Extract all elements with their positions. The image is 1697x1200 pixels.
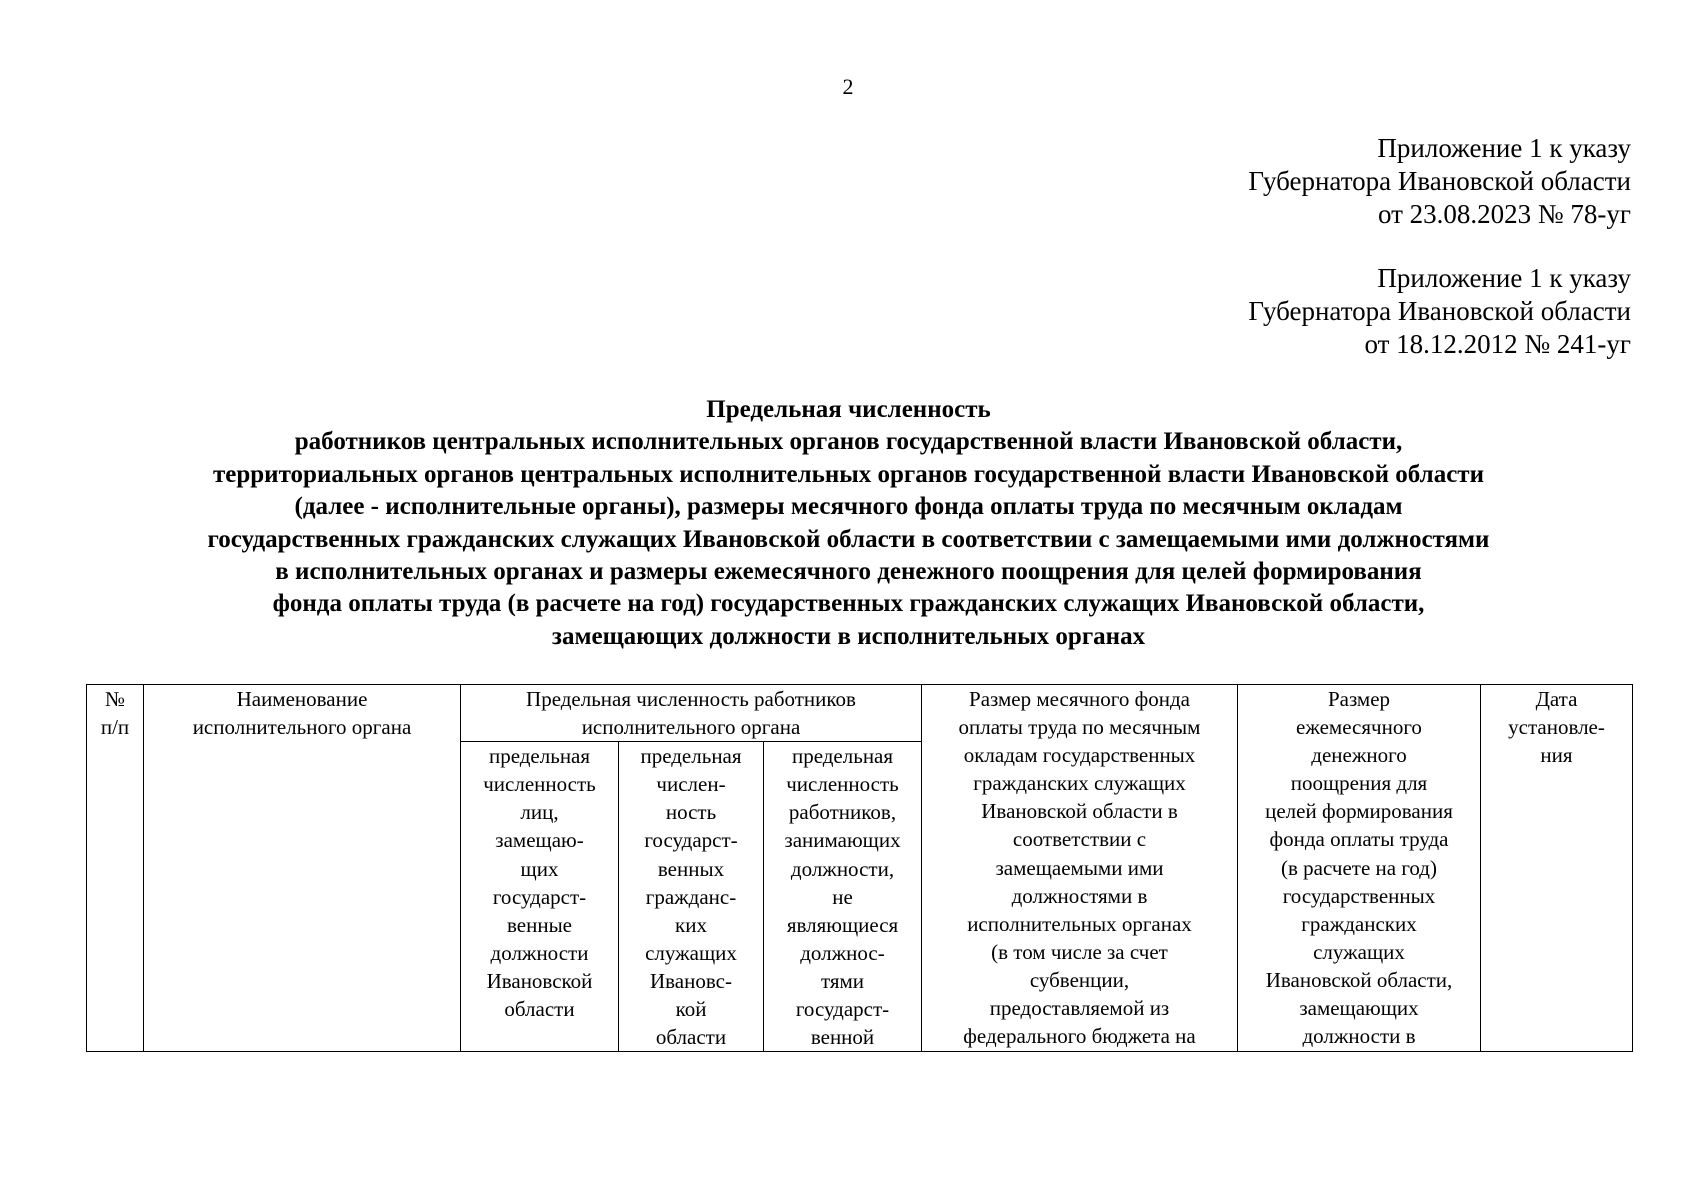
header-text-line: окладам государственных	[963, 743, 1196, 768]
header-text-line: Предельная численность работников	[526, 687, 856, 711]
header-text-line: замещающих	[1299, 996, 1419, 1021]
title-line: фонда оплаты труда (в расчете на год) государственных гражданских служащих Ивановской области,	[272, 590, 1425, 618]
header-text-line: гражданских служащих	[973, 771, 1186, 796]
header-text-line: должнос-	[800, 940, 885, 965]
header-text-line: Ивановской области,	[1265, 967, 1453, 992]
annex-current-line: от 23.08.2023 № 78-уг	[1377, 199, 1631, 229]
header-text-line: предельная	[791, 744, 894, 769]
header-organ-name	[144, 685, 461, 1052]
header-text-line: государст-	[795, 997, 890, 1022]
header-row-number	[87, 685, 144, 1052]
header-limit-civil-servants	[619, 742, 764, 1052]
header-text-line: венной	[810, 1025, 875, 1050]
header-text-line: ность	[665, 800, 717, 825]
header-text-line: Ивановс-	[650, 968, 732, 993]
header-text-line: №	[104, 687, 126, 711]
header-text-line: тями	[820, 968, 865, 993]
header-text-line: установле-	[1508, 715, 1605, 740]
header-text-line: п/п	[100, 715, 130, 740]
header-effective-date	[1481, 685, 1633, 1052]
header-text-line: государственных	[1282, 883, 1436, 908]
header-text-line: области	[655, 1025, 727, 1050]
header-text-line: лиц,	[520, 800, 559, 825]
header-text-line: поощрения для	[1290, 771, 1428, 796]
header-text-line: области	[504, 997, 575, 1022]
annex-original-line: Приложение 1 к указу	[1377, 263, 1631, 293]
header-text-line: должности	[490, 940, 589, 965]
annex-current-reference	[1248, 132, 1631, 231]
header-text-line: занимающих	[784, 828, 901, 853]
header-text-line: соответствии с	[1012, 827, 1147, 852]
page-number: 2	[842, 74, 854, 99]
header-text-line: государст-	[644, 828, 738, 853]
document-title	[60, 394, 1637, 653]
header-text-line: гражданских	[1301, 911, 1417, 936]
title-line: территориальных органов центральных исполнительных органов государственной власти Ивановской области	[213, 460, 1484, 488]
header-text-line: венных	[657, 856, 725, 881]
header-text-line: гражданс-	[645, 884, 737, 909]
header-text-line: служащих	[1313, 939, 1405, 964]
header-text-line: численность	[786, 772, 899, 797]
header-text-line: должности,	[790, 856, 895, 881]
header-text-line: федерального бюджета на	[963, 1024, 1196, 1049]
header-text-line: числен-	[656, 772, 726, 797]
header-text-line: численность	[483, 772, 596, 797]
header-text-line: фонда оплаты труда	[1269, 827, 1449, 852]
header-text-line: исполнительного органа	[581, 715, 801, 740]
header-text-line: должности в	[1302, 1024, 1416, 1049]
header-text-line: (в расчете на год)	[1281, 855, 1437, 880]
header-text-line: Дата	[1535, 687, 1578, 711]
header-text-line: замещаемыми ими	[995, 855, 1164, 880]
header-text-line: ких	[675, 912, 707, 937]
header-text-line: работников,	[788, 800, 897, 825]
title-line: (далее - исполнительные органы), размеры месячного фонда оплаты труда по месячным окладам	[294, 493, 1403, 521]
header-text-line: Ивановской области в	[981, 799, 1178, 824]
header-text-line: целей формирования	[1265, 799, 1453, 824]
header-text-line: предельная	[488, 744, 591, 769]
header-limit-non-civil-staff	[764, 742, 922, 1052]
title-line: государственных гражданских служащих Ивановской области в соответствии с замещаемыми ими должностями	[207, 525, 1490, 553]
header-limit-state-posts	[461, 742, 619, 1052]
header-text-line: (в том числе за счет	[991, 939, 1168, 964]
header-text-line: щих	[520, 856, 559, 881]
header-text-line: являющиеся	[786, 912, 899, 937]
header-text-line: замещаю-	[495, 828, 584, 853]
header-text-line: денежного	[1311, 743, 1407, 768]
header-text-line: субвенции,	[1029, 967, 1130, 992]
header-text-line: венные	[506, 912, 573, 937]
header-limit-group	[461, 685, 922, 742]
header-text-line: предоставляемой из	[989, 996, 1170, 1021]
header-text-line: оплаты труда по месячным	[958, 715, 1201, 740]
header-monthly-fund	[922, 685, 1238, 1052]
annex-original-reference	[1248, 262, 1631, 361]
header-text-line: должностями в	[1011, 883, 1148, 908]
header-monthly-bonus	[1238, 685, 1481, 1052]
title-line: Предельная численность	[706, 396, 991, 423]
title-line: замещающих должности в исполнительных органах	[551, 622, 1146, 650]
header-text-line: не	[832, 884, 853, 909]
header-text-line: ежемесячного	[1296, 715, 1422, 740]
header-text-line: исполнительных органах	[967, 911, 1192, 936]
annex-original-line: от 18.12.2012 № 241-уг	[1364, 329, 1631, 359]
header-text-line: Размер	[1327, 687, 1391, 711]
annex-current-line: Губернатора Ивановской области	[1248, 166, 1631, 196]
header-text-line: кой	[675, 997, 707, 1022]
annex-current-line: Приложение 1 к указу	[1377, 133, 1631, 163]
header-text-line: предельная	[640, 744, 742, 769]
header-text-line: служащих	[645, 940, 737, 965]
header-text-line: государст-	[492, 884, 587, 909]
header-text-line: ния	[1540, 743, 1573, 768]
header-text-line: Наименование	[236, 687, 368, 711]
title-line: в исполнительных органах и размеры ежемесячного денежного поощрения для целей формирования	[275, 558, 1422, 586]
header-text-line: Размер месячного фонда	[969, 687, 1190, 711]
annex-original-line: Губернатора Ивановской области	[1248, 296, 1631, 326]
title-line: работников центральных исполнительных органов государственной власти Ивановской области,	[294, 428, 1403, 456]
limits-table	[86, 684, 1633, 1052]
header-text-line: Ивановской	[486, 968, 593, 993]
header-text-line: исполнительного органа	[192, 715, 412, 740]
